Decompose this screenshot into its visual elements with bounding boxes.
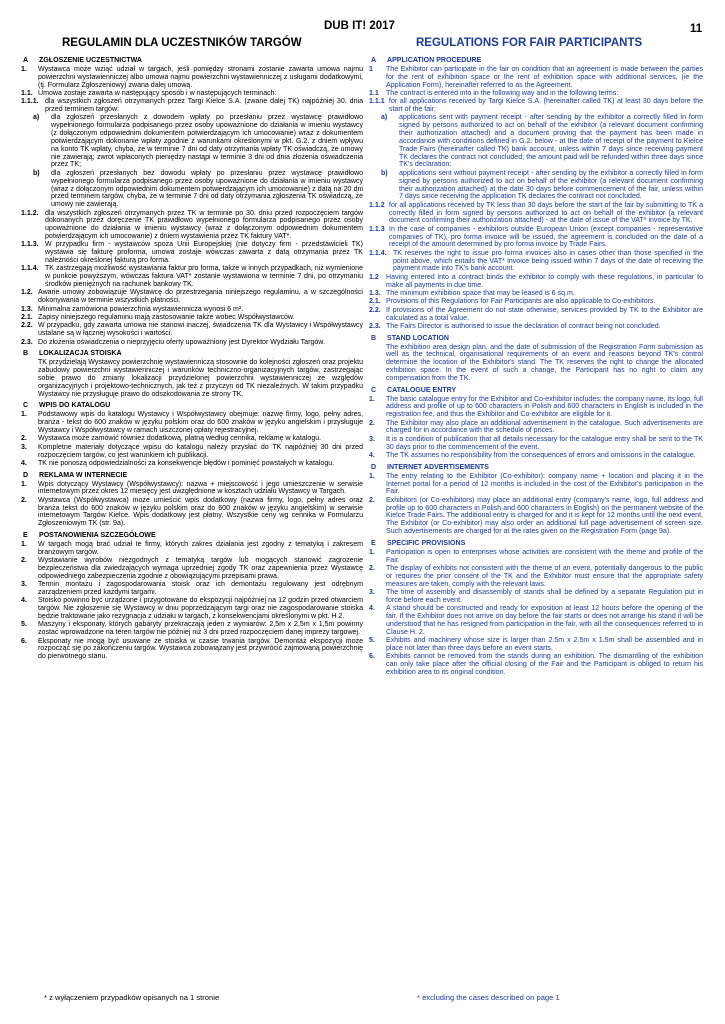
polish-column bbox=[21, 57, 363, 997]
section-title: CATALOGUE ENTRY bbox=[387, 386, 457, 394]
clause-number: 1.1 bbox=[369, 89, 379, 97]
clause-number: 2. bbox=[369, 496, 375, 504]
clause bbox=[21, 98, 363, 114]
section-title: POSTANOWIENIA SZCZEGÓŁOWE bbox=[39, 532, 156, 540]
clause-text: Exhibitors (or Co-exhibitors) may place an additional entry (company's name, logo, full address and profile up to 600 characters in Polish and 600 characters in English) on the permanent website of the Kielce Trade Fairs. The additional entry is charged for and it is kept for 12 months until the next event. The Exhibitor (or Co-exhibitor) may also order an additional full page advertisement of screen size. Such advertisements are charged for at the rates given on the Registration Form (page 9a). bbox=[386, 496, 703, 536]
clause-text: TK nie ponoszą odpowiedzialności za konsekwencje błędów i pominięć powstałych w katalogu. bbox=[38, 459, 335, 467]
clause-number: 4. bbox=[369, 605, 375, 613]
clause bbox=[21, 289, 363, 305]
clause-number: 1.1. bbox=[21, 89, 33, 97]
clause-text: Do złożenia oświadczenia o nieprzyjęciu oferty upoważniony jest Dyrektor Wydziału Targów. bbox=[38, 338, 325, 346]
clause-text: If provisions of the Agreement do not state otherwise, services provided by TK to the Exhibitor are calculated as a total value. bbox=[386, 306, 703, 322]
clause-number: 3. bbox=[369, 589, 375, 596]
footnote-english: * excluding the cases described on page 1 bbox=[417, 993, 560, 1002]
clause-text: dla wszystkich zgłoszeń otrzymanych przez Targi Kielce S.A. (zwane dalej TK) najpóźniej 30. dnia przed terminem targów: bbox=[45, 98, 363, 114]
section-paragraph: The exhibition area design plan, and the date of submission of the Registration Form submission as well as the technical, organisational requirements of an event and reasons beyond TK's control determine the location of the Exhibitor's stand. The TK reserves the right to change the allocated exhibition space. In the event of such a change, the Participant has no right to claim any compensation from the TK. bbox=[386, 343, 703, 382]
section-c bbox=[369, 387, 703, 460]
clause bbox=[369, 436, 703, 452]
clause-number: 2. bbox=[369, 564, 375, 572]
clause bbox=[21, 265, 363, 289]
section-title: REKLAMA W INTERNECIE bbox=[39, 471, 128, 479]
clause-number: 3. bbox=[21, 443, 27, 451]
section-d bbox=[369, 464, 703, 536]
section-title: SPECIFIC PROVISIONS bbox=[387, 539, 466, 547]
clause-number: 3. bbox=[21, 581, 27, 589]
clause-text: Wystawca (Współwystawca) może umieścić wpis dodatkowy (nazwa firmy, logo, pełny adres oraz branża tekst do 600 znaków w języku polskim oraz do 600 znaków w języku angielskim) w serwisie internetowym Targów Kielce. Wpis dodatkowy jest płatny. Wszystkie ceny wg cennika w Formularzu Zgłoszeniowym TK (str. 9a). bbox=[38, 496, 363, 528]
clause-number: 2.3. bbox=[369, 322, 381, 330]
clause-number: a) bbox=[381, 114, 388, 122]
section-title: STAND LOCATION bbox=[387, 334, 449, 342]
clause bbox=[21, 306, 363, 314]
clause-text: The entry relating to the Exhibitor (Co-exhibitor): company name + location and placing it in the Internet portal for a period of 12 months is included in the cost of the Exhibitor's participation in the Fair. bbox=[386, 472, 703, 496]
clause bbox=[369, 589, 703, 605]
clause bbox=[21, 638, 363, 662]
clause bbox=[21, 497, 363, 528]
section-letter: C bbox=[371, 386, 377, 394]
clause-number: 3. bbox=[369, 435, 375, 443]
clause bbox=[369, 274, 703, 290]
section-b bbox=[21, 350, 363, 398]
section-heading bbox=[21, 472, 363, 480]
clause-text: Kompletne materiały dotyczące wpisu do katalogu należy przysłać do TK najpóźniej 30 dni przed rozpoczęciem targów, co jest warunkiem ich publikacji. bbox=[38, 443, 363, 459]
clause-number: 6. bbox=[21, 637, 27, 645]
heading-english: REGULATIONS FOR FAIR PARTICIPANTS bbox=[416, 37, 643, 49]
clause bbox=[21, 66, 363, 90]
clause-number: 1. bbox=[21, 65, 27, 73]
clause-number: 4. bbox=[21, 597, 27, 605]
clause bbox=[369, 549, 703, 565]
page-number: 11 bbox=[690, 23, 703, 35]
clause-number: 1.1.3. bbox=[21, 241, 39, 249]
clause-number: 1. bbox=[369, 472, 375, 480]
clause-number: 1.1.3 bbox=[369, 225, 385, 233]
clause-number: b) bbox=[33, 169, 40, 177]
clause-text: The time of assembly and disassembly of stands shall be defined by a separate Regulation put in force before each event. bbox=[386, 589, 703, 604]
section-a bbox=[21, 57, 363, 346]
clause-text: Umowa zostaje zawarta w następujący sposób i w następujących terminach: bbox=[38, 89, 277, 97]
clause bbox=[369, 226, 703, 250]
clause bbox=[21, 557, 363, 581]
document-title: DUB IT! 2017 bbox=[324, 20, 395, 32]
footnote-polish: * z wyłączeniem przypadków opisanych na 1 stronie bbox=[44, 993, 220, 1002]
clause-number: 2. bbox=[21, 435, 27, 443]
clause bbox=[369, 250, 703, 274]
clause-text: The display of exhibits not consistent with the theme of an event, potentially dangerous to the public or requires the prior consent of the TK and the Exhibitor must ensure that the appropriate safety measures are taken, comply with the relevant laws. bbox=[386, 564, 703, 588]
clause-number: 1.1.2. bbox=[21, 209, 39, 217]
section-title: LOKALIZACJA STOISKA bbox=[39, 350, 122, 358]
clause bbox=[21, 597, 363, 621]
clause bbox=[369, 565, 703, 589]
clause-number: 1. bbox=[21, 480, 27, 488]
section-heading bbox=[21, 532, 363, 540]
clause-text: The TK assumes no responsibility from the consequences of errors and omissions in the catalogue. bbox=[386, 452, 696, 459]
section-heading bbox=[21, 57, 363, 65]
heading-polish: REGULAMIN DLA UCZESTNIKÓW TARGÓW bbox=[62, 37, 302, 49]
clause bbox=[369, 114, 703, 169]
clause-number: 1.1.1. bbox=[21, 98, 39, 106]
clause-text: applications sent without payment receipt - after sending by the exhibitor a correctly filled in form signed by persons authorized to act on behalf of the exhibitor (a relevant document confirming their authorization attached) at the date 30 days before commencement of the fair, unless within 7 days since receiving the application TK declares the contract not concluded. bbox=[399, 169, 703, 201]
clause-number: 1. bbox=[369, 395, 375, 403]
clause-text: dla zgłoszeń przesłanych z dowodem wpłaty po przesłaniu przez wystawcę prawidłowo wypełnionego formularza podpisanego przez osoby upoważnione do działania w imieniu wystawcy (z dołączonym odpowiednim dokumentem potwierdzającym ich umocowanie) wraz z dokumentem potwierdzającym dokonanie wpłaty zgodnie z warunkami określonymi w pkt. G.2. z dniem wpływu na konto TK wpłaty, chyba, że w terminie 7 dni od daty otrzymania wpłaty TK oświadczą, że umowy nie zawierają; zwrot wpłaconych pieniędzy nastąpi w terminie 3 dni od dnia złożenia oświadczenia przez TK; bbox=[51, 114, 363, 169]
clause-text: Exhibits and machinery whose size is larger than 2.5m x 2.5m x 1.5m shall be assembled and in place not later than three days before an event starts. bbox=[386, 637, 703, 652]
clause-text: W przypadku firm - wystawców spoza Unii Europejskiej (nie dotyczy firm - przedstawicieli TK) wystawia się fakturę proforma, umowa zostaje wówczas zawarta z datą otrzymania przez TK należności określonej fakturą pro forma. bbox=[45, 241, 363, 265]
clause bbox=[369, 452, 703, 460]
clause-text: TK zastrzegają możliwość wystawiania faktur pro forma, także w innych przypadkach, niż wymienione w punkcie powyższym, wówczas faktura VAT* zostanie wystawiona w terminie 7 dni, po otrzymaniu środków pieniężnych na rachunek bankowy TK. bbox=[45, 265, 363, 289]
clause bbox=[369, 90, 703, 98]
section-paragraph: TK przydzielają Wystawcy powierzchnię wystawienniczą stosownie do kolejności zgłoszeń oraz projektu zabudowy powierzchni wystawienniczej i warunków techniczno-organizacyjnych targów, zastrzegając sobie prawo do zmiany lokalizacji przydzielonej powierzchni wystawienniczej ze względów organizacyjnych i projektowo-technicznych, jak też z przyczyn od TK niezależnych. W takim przypadku Wystawcy nie przysługuje prawo do odszkodowania ze strony TK. bbox=[38, 359, 363, 398]
clause-text: The Fairs Director is authorised to issue the declaration of contract being not concluded. bbox=[386, 322, 661, 330]
clause-text: Wystawianie wyrobów niezgodnych z tematyką targów lub mogących stanowić zagrożenie bezpieczeństwa dla zwiedzających wymaga uprzedniej zgody TK oraz zapewnienia przez Wystawcę odpowiedniego zabezpieczenia zgodnie z obowiązującymi przepisami prawa. bbox=[38, 557, 363, 580]
page-header bbox=[0, 20, 725, 36]
section-letter: E bbox=[371, 539, 376, 547]
section-letter: C bbox=[23, 402, 29, 410]
clause-number: 2. bbox=[369, 419, 375, 427]
clause bbox=[369, 420, 703, 436]
section-letter: D bbox=[23, 471, 29, 479]
clause bbox=[21, 435, 363, 443]
clause-text: Podstawowy wpis do katalogu Wystawcy i Współwystawcy obejmuje: nazwę firmy, logo, pełny adres, branża - tekst do 600 znaków w języku polskim oraz do 600 znaków w języku angielskim i przysługuje Wystawcy i Współwystawcy w ramach uiszczonej opłaty rejestracyjnej. bbox=[38, 411, 363, 434]
clause-number: 1.3. bbox=[369, 289, 381, 297]
clause-text: Provisions of this Regulations for Fair Participants are also applicable to Co-exhibitors. bbox=[386, 298, 656, 306]
clause bbox=[369, 396, 703, 420]
clause-text: It is a condition of publication that all details necessary for the catalogue entry shall be sent to the TK 30 days prior to the commencement of the event. bbox=[386, 435, 703, 451]
section-c bbox=[21, 402, 363, 467]
clause-number: 5. bbox=[21, 621, 27, 629]
clause bbox=[369, 66, 703, 90]
clause-number: 2.2. bbox=[21, 322, 33, 330]
clause-number: 1.3. bbox=[21, 305, 33, 313]
section-heading bbox=[369, 540, 703, 548]
clause-text: Wystawca może wziąć udział w targach, jeśli pomiędzy stronami zostanie zawarta umowa najmu powierzchni wystawienniczej albo umowa najmu powierzchni wystawienniczej z usługami dodatkowymi, (tj. Formularz Zgłoszeniowy) zwana dalej umową. bbox=[38, 65, 363, 89]
section-letter: E bbox=[23, 532, 28, 540]
clause-text: Maszyny i eksponaty, których gabaryty przekraczają jeden z wymiarów: 2,5m x 2,5m x 1,5m powinny zostać wprowadzone na teren targów nie później niż 3 dni przed rozpoczęciem danej imprezy targowej. bbox=[38, 621, 363, 637]
section-title: ZGŁOSZENIE UCZESTNICTWA bbox=[39, 57, 142, 64]
section-heading bbox=[21, 350, 363, 358]
clause bbox=[21, 322, 363, 338]
clause-number: 1. bbox=[369, 548, 375, 556]
clause bbox=[21, 339, 363, 347]
section-e bbox=[369, 540, 703, 677]
section-heading bbox=[369, 57, 703, 65]
clause-number: 1.2. bbox=[21, 289, 33, 297]
clause-number: 1.1.2 bbox=[369, 201, 385, 209]
clause bbox=[369, 98, 703, 114]
section-d bbox=[21, 472, 363, 528]
clause bbox=[21, 581, 363, 597]
section-letter: B bbox=[23, 350, 29, 358]
clause-number: 1.2 bbox=[369, 273, 379, 281]
section-letter: A bbox=[23, 57, 29, 64]
clause-text: The Exhibitor can participate in the fair on condition that an agreement is made between the parties for the rent of exhibition space or the rent of exhibition space with additional services, (ie the Application Form), hereinafter referred to as the Agreement. bbox=[386, 65, 703, 89]
clause-text: The basic catalogue entry for the Exhibitor and Co-exhibitor includes: the company name, its logo, full address and profile of up to 600 characters in Polish and 600 characters in English is included in the registration fee, and thus the Exhibitor and Co-exhibitor are eligible for it. bbox=[386, 395, 703, 419]
clause-text: Wystawca może zamówić również dodatkową, płatną według cennika, reklamę w katalogu. bbox=[38, 435, 322, 443]
clause-number: 6. bbox=[369, 653, 375, 661]
clause bbox=[369, 323, 703, 331]
section-title: WPIS DO KATALOGU bbox=[39, 402, 111, 410]
clause bbox=[21, 621, 363, 637]
clause-text: Zapisy niniejszego regulaminu mają zastosowanie także wobec Współwystawców. bbox=[38, 314, 295, 321]
clause bbox=[21, 460, 363, 468]
clause-text: Minimalna zamówiona powierzchnia wystawiennicza wynosi 6 m². bbox=[38, 305, 244, 313]
clause-text: The contract is entered into in the following way and in the following terms: bbox=[386, 89, 619, 97]
clause-number: 1 bbox=[369, 65, 373, 73]
section-title: APPLICATION PROCEDURE bbox=[387, 57, 482, 64]
clause-number: 2. bbox=[21, 557, 27, 565]
section-heading bbox=[369, 387, 703, 395]
clause-text: Exhibits cannot be removed from the stands during an exhibition. The dismantling of the exhibition can only take place after the official closing of the Fair and the Participant is obliged to return his exhibition area to its original condition. bbox=[386, 653, 703, 676]
clause-number: 1. bbox=[21, 411, 27, 419]
clause-number: 2. bbox=[21, 496, 27, 504]
clause bbox=[21, 541, 363, 557]
clause bbox=[21, 170, 363, 209]
clause bbox=[21, 90, 363, 98]
clause bbox=[21, 241, 363, 265]
clause-text: W przypadku, gdy zawarta umowa nie stanowi inaczej, świadczenia TK dla Wystawcy i Współwystawcy ustalane są w łącznej wysokości i wartości. bbox=[38, 322, 363, 338]
clause-text: for all applications received by Targi Kielce S.A. (hereinafter called TK) at least 30 days before the start of the fair: bbox=[389, 98, 703, 114]
clause-number: 4. bbox=[21, 459, 27, 467]
clause bbox=[21, 114, 363, 169]
clause bbox=[21, 314, 363, 322]
clause-number: 2.1. bbox=[21, 314, 33, 321]
section-letter: A bbox=[371, 57, 377, 64]
clause bbox=[369, 170, 703, 201]
section-title: INTERNET ADVERTISEMENTS bbox=[387, 463, 489, 471]
clause-number: 1.1.1 bbox=[369, 98, 385, 106]
clause-number: 4. bbox=[369, 452, 375, 459]
clause-number: 1.1.4. bbox=[369, 249, 387, 257]
clause-number: a) bbox=[33, 114, 40, 122]
clause bbox=[369, 298, 703, 306]
clause-number: 1. bbox=[21, 540, 27, 548]
clause bbox=[369, 605, 703, 636]
clause-text: for all applications received by TK less than 30 days before the start of the fair by submitting to TK a correctly filled in form signed by persons authorized to act on behalf of the exhibitor (a relevant document confirming their authorization attached) - at the date of issue of the VAT* invoice by TK. bbox=[389, 201, 703, 225]
section-heading bbox=[21, 402, 363, 410]
clause-text: Wpis dotyczący Wystawcy (Współwystawcy): nazwa + miejscowość i jego umieszczenie w serwisie internetowym przez okres 12 miesięcy jest uwzględnione w kosztach udziału Wystawcy w Targach. bbox=[38, 480, 363, 496]
clause-text: Having entered into a contract binds the exhibitor to comply with these regulations, in particular to make all payments in due time. bbox=[386, 273, 703, 289]
english-column bbox=[369, 57, 703, 997]
section-a bbox=[369, 57, 703, 331]
clause bbox=[21, 411, 363, 435]
clause bbox=[369, 290, 703, 298]
clause-number: 5. bbox=[369, 637, 375, 645]
section-letter: D bbox=[371, 463, 377, 471]
clause bbox=[369, 637, 703, 653]
clause bbox=[21, 481, 363, 497]
section-e bbox=[21, 532, 363, 661]
clause bbox=[369, 497, 703, 536]
section-b bbox=[369, 335, 703, 383]
clause-number: 1.1.4. bbox=[21, 265, 39, 273]
clause bbox=[369, 202, 703, 226]
clause-text: The minimum exhibition space that may be leased is 6 sq.m. bbox=[386, 289, 575, 297]
clause-text: Awarie umowy zobowiązuje Wystawcę do przestrzegania niniejszego regulaminu, a w szczególności dokonywania w terminie wszystkich płatności. bbox=[38, 289, 363, 305]
clause bbox=[21, 210, 363, 241]
section-heading bbox=[369, 335, 703, 343]
clause-number: 2.1. bbox=[369, 298, 381, 306]
section-heading bbox=[369, 464, 703, 472]
clause-text: Participation is open to enterprises whose activities are consistent with the theme and profile of the Fair. bbox=[386, 548, 703, 564]
clause-number: b) bbox=[381, 169, 388, 177]
clause bbox=[369, 653, 703, 677]
clause-text: Termin montażu i zagospodarowania stoisk oraz ich demontażu regulowany jest odrębnym zarządzeniem przed każdymi targami. bbox=[38, 581, 363, 596]
clause-text: TK reserves the right to issue pro forma invoices also in cases other than those specified in the point above, which entails the VAT* invoice being issued within 7 days of the date of receiving the payment made into TK's bank account. bbox=[393, 249, 703, 273]
section-letter: B bbox=[371, 334, 377, 342]
clause-text: In the case of companies - exhibitors outside European Union (except companies - representative companies of TK), pro forma invoice will be issued, the agreement is concluded on the date of a receipt of the amount determined by pro forma invoice by Trade Fairs. bbox=[389, 225, 703, 249]
clause-number: 2.3. bbox=[21, 338, 33, 346]
clause-number: 2.2. bbox=[369, 306, 381, 314]
clause bbox=[369, 473, 703, 497]
clause-text: W targach mogą brać udział te firmy, których zakres działania jest zgodny z tematyką i zakresem branżowym targów. bbox=[38, 540, 363, 556]
clause-text: Stoisko powinno być urządzone i przygotowane do ekspozycji najpóźniej na 12 godzin przed otwarciem targów. Nie zgłoszenie się Wystawcy w dniu poprzedzającym targi oraz nie zagospodarowanie stoiska będzie traktowane jako rezygnacja z udziału w targach, z konsekwencjami określonymi w pkt. H 2. bbox=[38, 597, 363, 621]
clause-text: applications sent with payment receipt - after sending by the exhibitor a correctly filled in form signed by persons authorized to act on behalf of the exhibitor (a relevant document confirming their authorization attached) and a document proving that the payment has been made in accordance with conditions defined in G.2. below - at the date of receipt of the payment to Kielce Trade Fairs (hereinafter called TK) bank account, unless within 7 days since receiving payment TK declares the contract not concluded; the amount paid will be refunded within three days since TK's declaration; bbox=[399, 114, 703, 169]
clause-text: dla zgłoszeń przesłanych bez dowodu wpłaty po przesłaniu przez wystawcę prawidłowo wypełnionego formularza podpisanego przez osoby upoważnione do działania w imieniu wystawcy (wraz z dołączonym odpowiednim dokumentem potwierdzającym ich umocowanie) z datą na 20 dni przed terminem targów, chyba, że w terminie 7 dni od daty otrzymania zgłoszenia TK oświadczą, że umowy nie zawierają. bbox=[51, 169, 363, 209]
clause bbox=[21, 444, 363, 460]
clause bbox=[369, 307, 703, 323]
clause-text: A stand should be constructed and ready for exposition at least 12 hours before the opening of the fair. If the Exhibitor does not arrive on day before the fair starts or does not arrange his stand it will be understood that he has resigned from participation in the fair, with all the consequences referred to in Clause H. 2. bbox=[386, 605, 703, 636]
clause-text: Eksponaty nie mogą być usuwane ze stoiska w czasie trwania targów. Demontaż ekspozycji może rozpocząć się po zakończeniu targów. Wystawca zobowiązany jest przywrócić zajmowaną powierzchnię do pierwotnego stanu. bbox=[38, 637, 363, 661]
clause-text: dla wszystkich zgłoszeń otrzymanych przez TK w terminie po 30. dniu przed rozpoczęciem targów dokonanych przez doręczenie TK prawidłowo wypełnionego formularza podpisanego przez osoby upoważnione do działania w imieniu wystawcy (wraz z dołączonym odpowiednim dokumentem potwierdzającym ich umocowanie) z dniem wystawienia przez TK faktury VAT*. bbox=[45, 209, 363, 241]
clause-text: The Exhibitor may also place an additional advertisement in the catalogue. Such advertisements are charged for in accordance with the schedule of prices. bbox=[386, 419, 703, 435]
